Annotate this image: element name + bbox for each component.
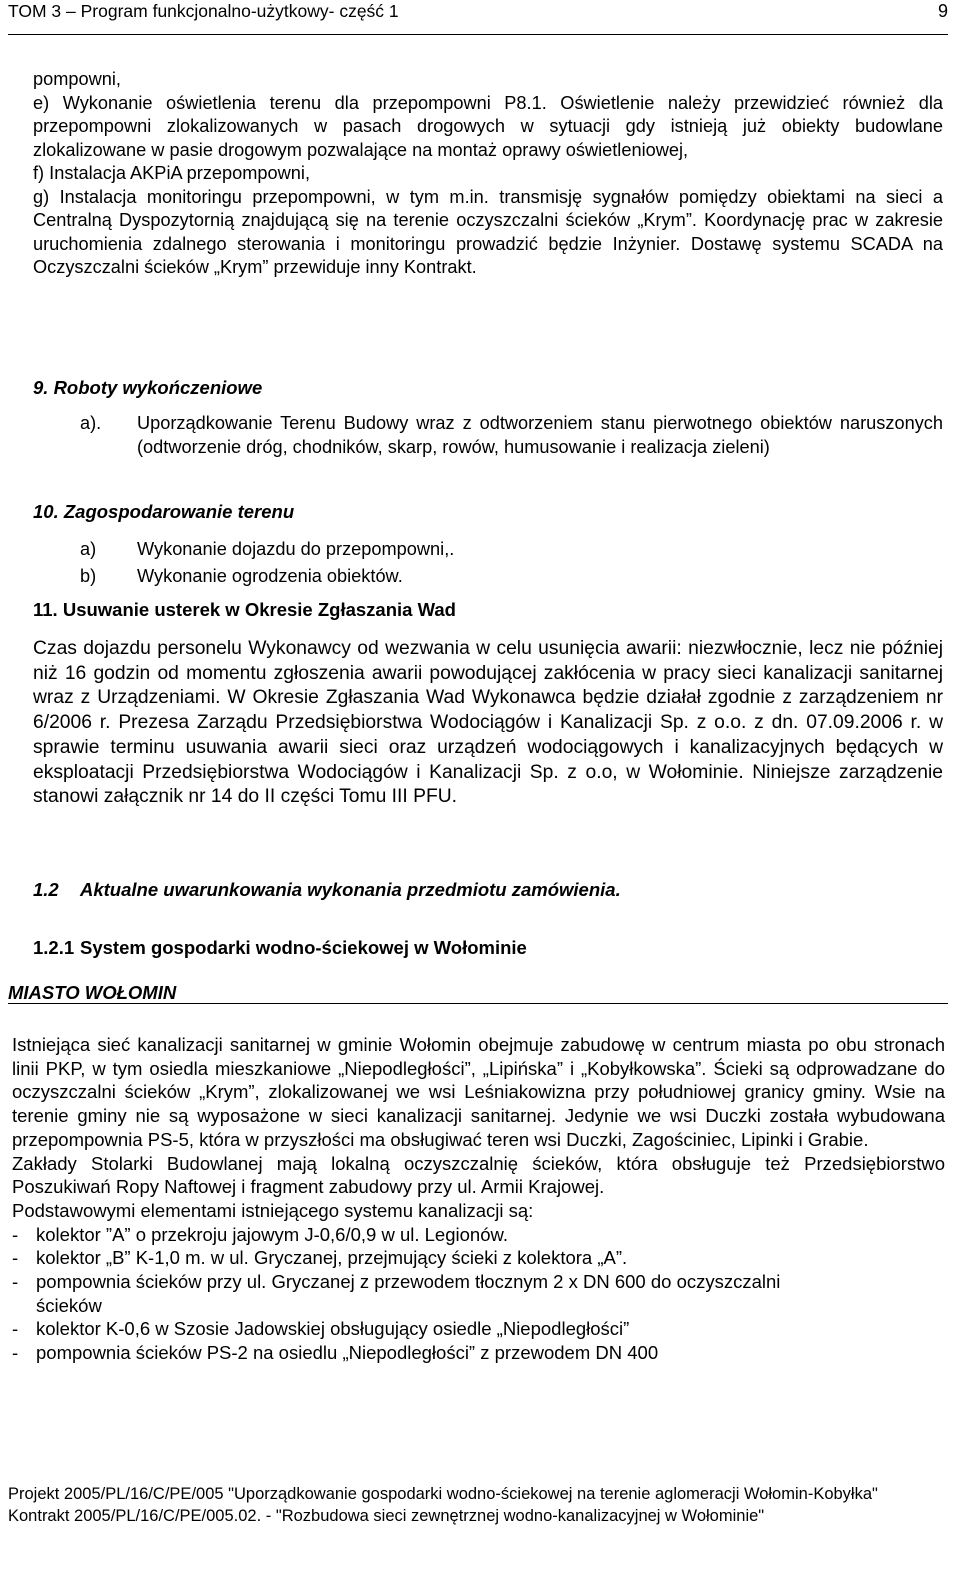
intro-list	[33, 68, 943, 280]
footer-contract: Kontrakt 2005/PL/16/C/PE/005.02. - "Rozbudowa sieci zewnętrznej wodno-kanalizacyjnej w Wołominie"	[8, 1507, 765, 1525]
section-10-item	[80, 565, 943, 589]
list-item: - kolektor „B” K-1,0 m. w ul. Gryczanej, przejmujący ścieki z kolektora „A”.	[12, 1247, 628, 1269]
page-number: 9	[937, 1, 948, 21]
footer-project: Projekt 2005/PL/16/C/PE/005 "Uporządkowanie gospodarki wodno-ściekowej na terenie aglomeracji Wołomin-Kobyłka"	[8, 1485, 878, 1503]
section-10-list	[80, 538, 943, 588]
list-item-text: pompownia ścieków PS-2 na osiedlu „Niepodległości” z przewodem DN 400	[36, 1342, 659, 1364]
item-text: Uporządkowanie Terenu Budowy wraz z odtworzeniem stanu pierwotnego obiektów naruszonych (odtworzenie dróg, chodników, skarp, rowów, humusowanie i realizacja zieleni)	[137, 413, 943, 457]
section-number: 1.2.1	[33, 937, 75, 958]
item-text: Wykonanie ogrodzenia obiektów.	[137, 565, 403, 586]
city-paragraph-3: Podstawowymi elementami istniejącego systemu kanalizacji są:	[12, 1199, 534, 1221]
city-heading	[8, 982, 948, 1006]
city-heading-text: MIASTO WOŁOMIN	[8, 982, 177, 1003]
section-10-title: 10. Zagospodarowanie terenu	[33, 501, 295, 522]
city-system-list	[12, 1223, 945, 1365]
city-paragraph-2: Zakłady Stolarki Budowlanej mają lokalną oczyszczalnię ścieków, która obsługuje też Przedsiębiorstwo Poszukiwań Ropy Naftowej i fragment zabudowy przy ul. Armii Krajowej.	[12, 1152, 945, 1198]
item-text: Wykonanie dojazdu do przepompowni,.	[137, 539, 455, 559]
item-label: b)	[80, 565, 97, 586]
section-10-item	[80, 538, 943, 562]
list-item-text: pompownia ścieków przy ul. Gryczanej z przewodem tłocznym 2 x DN 600 do oczyszczalni ścieków	[36, 1271, 781, 1316]
list-item-text: kolektor K-0,6 w Szosie Jadowskiej obsługujący osiedle „Niepodległości”	[36, 1318, 630, 1340]
section-title-text: Aktualne uwarunkowania wykonania przedmiotu zamówienia.	[80, 879, 621, 900]
city-paragraph-1: Istniejąca sieć kanalizacji sanitarnej w gminie Wołomin obejmuje zabudowę w centrum miasta po obu stronach linii PKP, w tym osiedla mieszkaniowe „Niepodległości”, „Lipińska” i „Kobyłkowska”. Ścieki są odprowadzane do oczyszczalni ścieków „Krym”, zlokalizowanej we wsi Leśniakowizna przy południowej granicy gminy. Wsie na terenie gminy nie są wyposażone w sieci kanalizacji sanitarnej. Jedynie we wsi Duczki została wybudowana przepompownia PS-5, która w przyszłości ma obsługiwać teren wsi Duczki, Zagościniec, Lipinki i Grabie.	[12, 1034, 945, 1150]
header-title: TOM 3 – Program funkcjonalno-użytkowy- część 1	[8, 1, 399, 21]
section-9-item	[80, 412, 943, 459]
city-heading-rule	[8, 1003, 948, 1004]
city-section	[12, 1033, 945, 1365]
intro-item-e: e) Wykonanie oświetlenia terenu dla przepompowni P8.1. Oświetlenie należy przewidzieć również dla przepompowni zlokalizowanych w pasach drogowych w sytuacji gdy istnieją już obiekty budowlane zlokalizowane w pasie drogowym pozwalające na montaż oprawy oświetleniowej,	[33, 92, 943, 160]
list-item-text: kolektor „B” K-1,0 m. w ul. Gryczanej, przejmujący ścieki z kolektora „A”.	[36, 1247, 628, 1269]
section-title-text: System gospodarki wodno-ściekowej w Wołominie	[80, 937, 527, 958]
intro-item-f: f) Instalacja AKPiA przepompowni,	[33, 163, 310, 183]
list-item: - kolektor K-0,6 w Szosie Jadowskiej obsługujący osiedle „Niepodległości”	[12, 1318, 630, 1340]
intro-item-g: g) Instalacja monitoringu przepompowni, w tym m.in. transmisję sygnałów pomiędzy obiektami na sieci a Centralną Dyspozytornią znajdującą się na terenie oczyszczalni ścieków „Krym”. Koordynację prac w zakresie uruchomienia zdalnego sterowania i monitoringu prowadzić będzie Inżynier. Dostawę systemu SCADA na Oczyszczalni ścieków „Krym” przewiduje inny Kontrakt.	[33, 186, 943, 277]
item-label: a)	[80, 539, 97, 559]
page-header	[8, 0, 948, 35]
list-item: - kolektor ”A” o przekroju jajowym J-0,6/0,9 w ul. Legionów.	[12, 1223, 508, 1245]
list-item: - pompownia ścieków PS-2 na osiedlu „Niepodległości” z przewodem DN 400	[12, 1342, 659, 1364]
section-1-2-title	[33, 878, 621, 902]
section-11-title: 11. Usuwanie usterek w Okresie Zgłaszania Wad	[33, 599, 456, 620]
section-9-title: 9. Roboty wykończeniowe	[33, 377, 263, 398]
section-11-text: Czas dojazdu personelu Wykonawcy od wezwania w celu usunięcia awarii: niezwłocznie, lecz nie później niż 16 godzin od momentu zgłoszenia awarii powodującej zakłócenia w pracy sieci kanalizacji sanitarnej wraz z Urządzeniami. W Okresie Zgłaszania Wad Wykonawca będzie działał zgodnie z zarządzeniem nr 6/2006 r. Prezesa Zarządu Przedsiębiorstwa Wodociągów i Kanalizacji Sp. z o.o. z dn. 07.09.2006 r. w sprawie terminu usuwania awarii sieci oraz urządzeń wodociągowych i kanalizacyjnych będących w eksploatacji Przedsiębiorstwa Wodociągów i Kanalizacji Sp. z o.o, w Wołominie. Niniejsze zarządzenie stanowi załącznik nr 14 do II części Tomu III PFU.	[33, 638, 943, 808]
list-item-text: kolektor ”A” o przekroju jajowym J-0,6/0,9 w ul. Legionów.	[36, 1223, 508, 1245]
section-11-body	[33, 637, 943, 810]
item-label: a).	[80, 413, 102, 433]
section-1-2-1-title	[33, 936, 527, 960]
list-item: - pompownia ścieków przy ul. Gryczanej z przewodem tłocznym 2 x DN 600 do oczyszczalni ścieków	[12, 1270, 945, 1317]
section-9-list	[80, 412, 943, 459]
section-number: 1.2	[33, 879, 59, 900]
page-footer	[8, 1483, 948, 1527]
intro-line-pompowni: pompowni,	[33, 69, 121, 89]
